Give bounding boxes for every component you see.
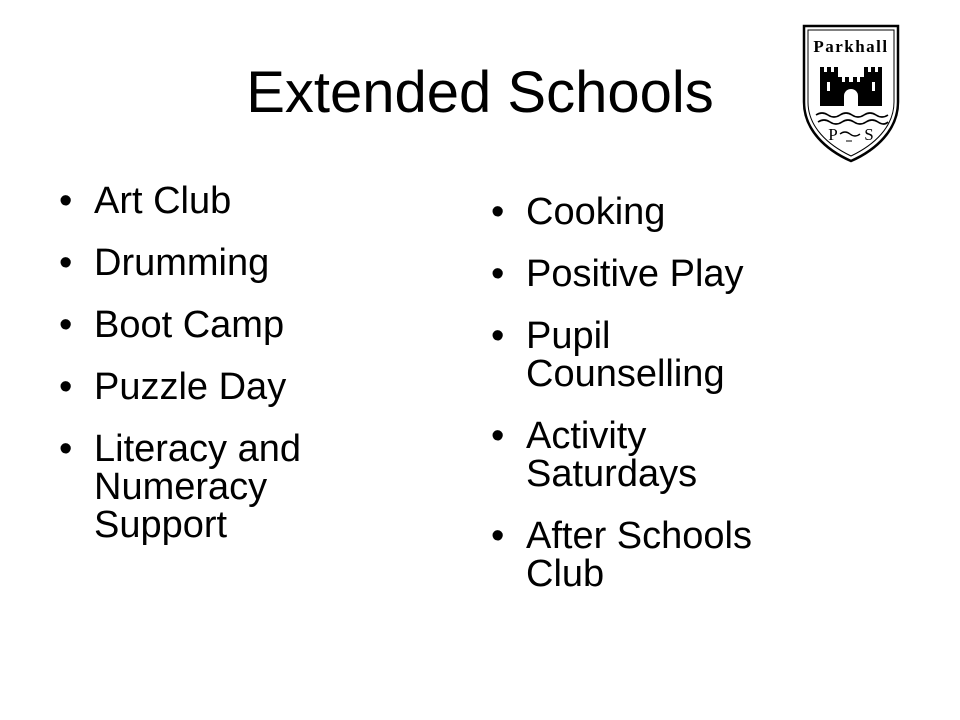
list-item <box>59 182 379 220</box>
bullet-icon: • <box>59 428 73 470</box>
bullet-icon: • <box>59 304 73 346</box>
list-item-label: Positive Play <box>526 253 744 295</box>
list-item-label: Cooking <box>526 191 666 233</box>
crest-initial-right: S <box>864 125 874 144</box>
list-item-label: Literacy and Numeracy Support <box>94 428 302 546</box>
school-crest-logo <box>800 22 902 164</box>
list-item <box>59 306 379 344</box>
bullet-icon: • <box>491 191 505 233</box>
bullet-icon: • <box>491 253 505 295</box>
crest-initial-left: P <box>828 125 838 144</box>
bullet-icon: • <box>491 515 505 557</box>
bullet-icon: • <box>491 315 505 357</box>
list-item <box>491 193 811 231</box>
list-item <box>491 517 811 593</box>
list-item <box>491 255 811 293</box>
right-bullet-list <box>491 193 811 617</box>
list-item-label: Activity Saturdays <box>526 415 698 495</box>
bullet-icon: • <box>491 415 505 457</box>
list-item-label: Boot Camp <box>94 304 285 346</box>
list-item <box>491 417 811 493</box>
list-item-label: After Schools Club <box>526 515 752 595</box>
list-item-label: Puzzle Day <box>94 366 287 408</box>
bullet-icon: • <box>59 180 73 222</box>
list-item-label: Drumming <box>94 242 270 284</box>
bullet-icon: • <box>59 242 73 284</box>
slide-title: Extended Schools <box>246 60 714 125</box>
crest-name: Parkhall <box>813 37 889 56</box>
left-bullet-list <box>59 182 379 568</box>
list-item <box>59 430 379 544</box>
list-item-label: Pupil Counselling <box>526 315 725 395</box>
list-item <box>59 368 379 406</box>
list-item-label: Art Club <box>94 180 232 222</box>
bullet-icon: • <box>59 366 73 408</box>
list-item <box>491 317 811 393</box>
list-item <box>59 244 379 282</box>
